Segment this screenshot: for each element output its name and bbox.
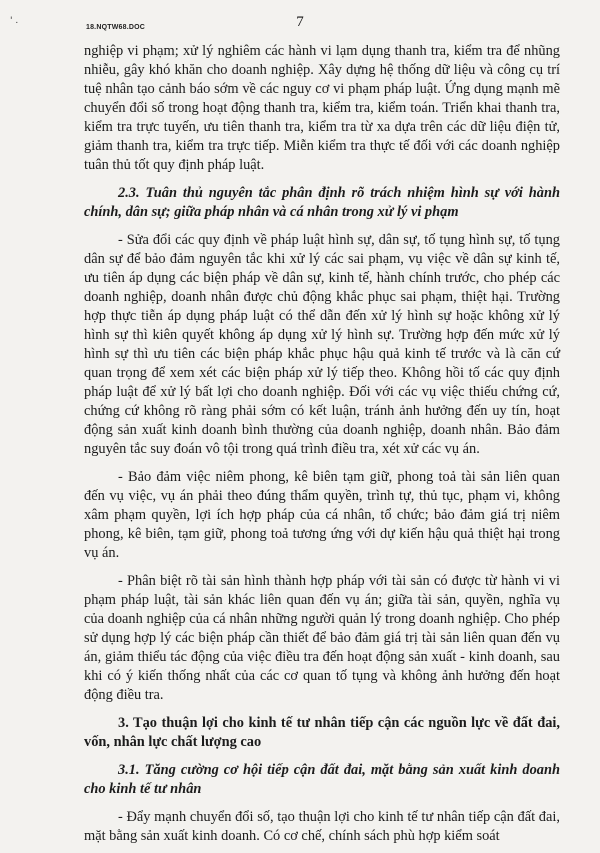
- document-code: 18.NQTW68.DOC: [86, 24, 145, 31]
- scan-marks: ' .: [10, 16, 19, 26]
- document-body: [84, 42, 560, 853]
- page-number: 7: [296, 14, 304, 30]
- heading-3: 3. Tạo thuận lợi cho kinh tế tư nhân tiếp cận các nguồn lực về đất đai, vốn, nhân lực chất lượng cao: [84, 715, 560, 750]
- heading-3-1: 3.1. Tăng cường cơ hội tiếp cận đất đai, mặt bằng sản xuất kinh doanh cho kinh tế tư nhân: [84, 762, 560, 797]
- paragraph-asset-distinction: - Phân biệt rõ tài sản hình thành hợp pháp với tài sản có được từ hành vi vi phạm pháp luật, tài sản khác liên quan đến vụ án; giữa tài sản, quyền, nghĩa vụ của doanh nghiệp của cá nhân những người quản lý trong doanh nghiệp. Cho phép sử dụng hợp lý các biện pháp cần thiết để bảo đảm giá trị tài sản liên quan đến vụ án, giảm thiểu tác động của việc điều tra đến hoạt động sản xuất - kinh doanh, sau khi có ý kiến thống nhất của các cơ quan tố tụng và không ảnh hưởng đến hoạt động điều tra.: [84, 573, 560, 703]
- paragraph-criminal-law: - Sửa đổi các quy định về pháp luật hình sự, dân sự, tố tụng hình sự, tố tụng dân sự để bảo đảm nguyên tắc khi xử lý các sai phạm, vụ việc về dân sự kinh tế, ưu tiên áp dụng các biện pháp về dân sự, kinh tế, hành chính trước, cho phép các doanh nghiệp, doanh nhân được chủ động khắc phục sai phạm, thiệt hại. Trường hợp thực tiễn áp dụng pháp luật có thể dẫn đến xử lý hình sự hoặc không xử lý hình sự thì kiên quyết không áp dụng xử lý hình sự. Trường hợp đến mức xử lý hình sự thì ưu tiên các biện pháp khắc phục hậu quả kinh tế trước và là căn cứ quan trọng để xem xét các biện pháp xử lý tiếp theo. Không hồi tố các quy định pháp luật để xử lý bất lợi cho doanh nghiệp. Đối với các vụ việc thiếu chứng cứ, chứng cứ không rõ ràng phải sớm có kết luận, tránh ảnh hưởng đến uy tín, hoạt động sản xuất kinh doanh bình thường của doanh nghiệp, doanh nhân. Bảo đảm nguyên tắc suy đoán vô tội trong quá trình điều tra, xét xử các vụ án.: [84, 232, 560, 457]
- heading-2-3: 2.3. Tuân thủ nguyên tắc phân định rõ trách nhiệm hình sự với hành chính, dân sự; giữa pháp nhân và cá nhân trong xử lý vi phạm: [84, 185, 560, 220]
- paragraph-land-access: - Đẩy mạnh chuyển đổi số, tạo thuận lợi cho kinh tế tư nhân tiếp cận đất đai, mặt bằng sản xuất kinh doanh. Có cơ chế, chính sách phù hợp kiểm soát: [84, 809, 560, 844]
- paragraph-asset-sealing: - Bảo đảm việc niêm phong, kê biên tạm giữ, phong toả tài sản liên quan đến vụ việc, vụ án phải theo đúng thẩm quyền, trình tự, thủ tục, phạm vi, không xâm phạm quyền, lợi ích hợp pháp của cá nhân, tổ chức; bảo đảm giá trị niêm phong, kê biên, tạm giữ, phong toả tương ứng với dự kiến hậu quả thiệt hại trong vụ án.: [84, 469, 560, 561]
- paragraph-inspection: nghiệp vi phạm; xử lý nghiêm các hành vi lạm dụng thanh tra, kiểm tra để nhũng nhiễu, gây khó khăn cho doanh nghiệp. Xây dựng hệ thống dữ liệu và công cụ trí tuệ nhân tạo cảnh báo sớm về các nguy cơ vi phạm pháp luật. Ứng dụng mạnh mẽ chuyển đổi số trong hoạt động thanh tra, kiểm tra, kiểm toán. Triển khai thanh tra, kiểm tra trực tuyến, ưu tiên thanh tra, kiểm tra từ xa dựa trên các dữ liệu điện tử, giảm thanh tra, kiểm tra trực tiếp. Miễn kiểm tra thực tế đối với các doanh nghiệp tuân thủ tốt quy định pháp luật.: [84, 43, 560, 173]
